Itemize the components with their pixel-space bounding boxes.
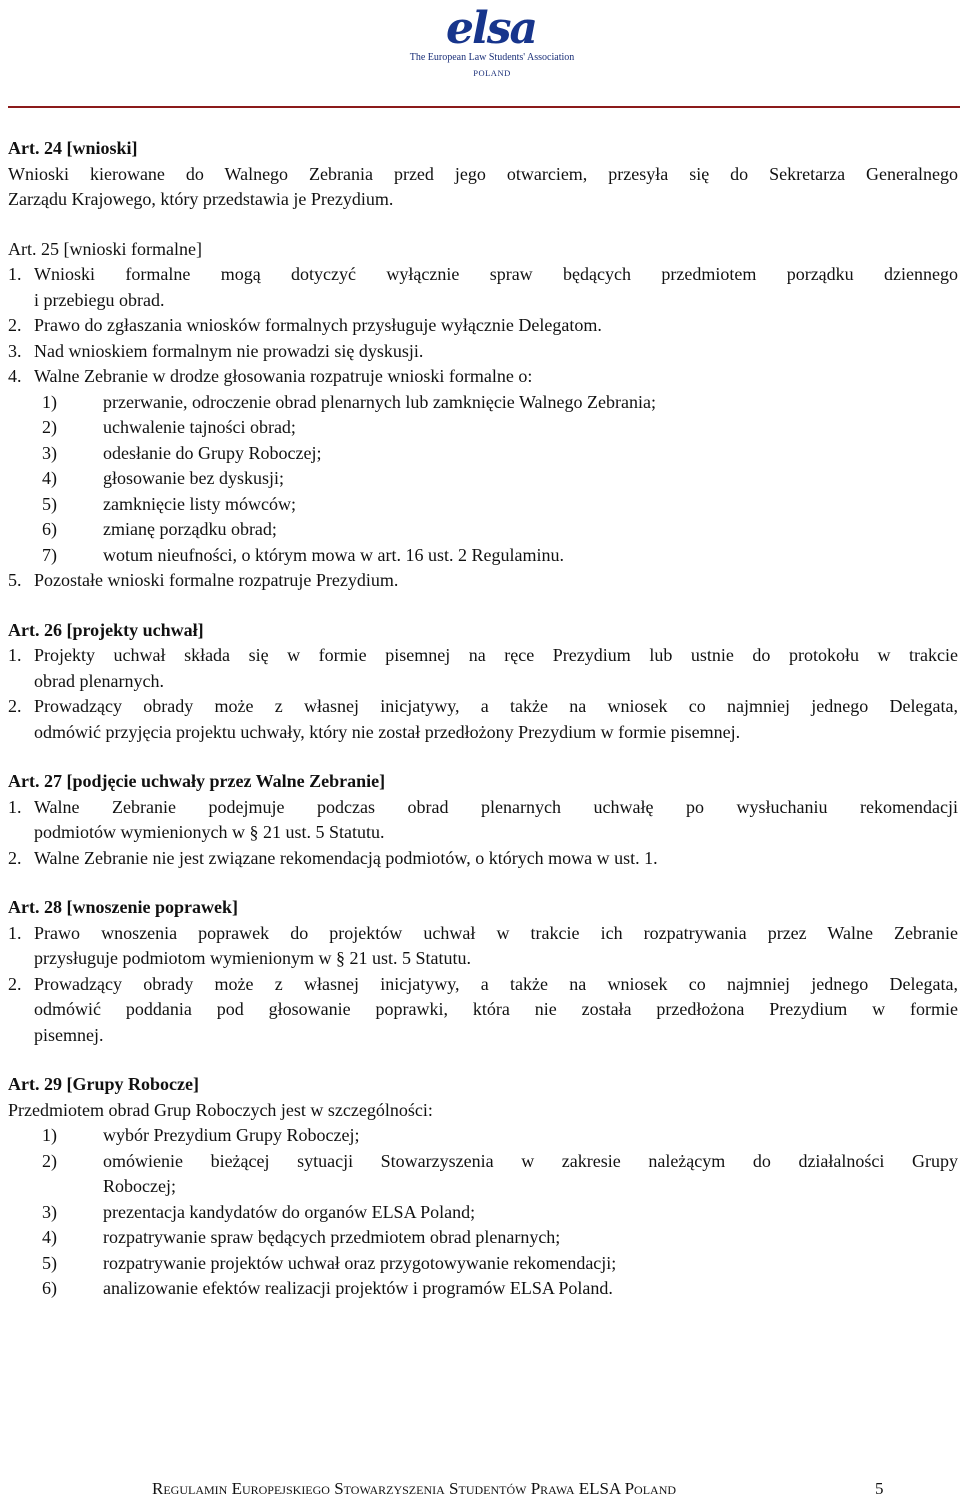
elsa-logo-wordmark: elsa (446, 3, 536, 54)
art25-p1-line2-wrap (8, 288, 958, 314)
list-number: 1) (42, 391, 57, 412)
list-item (8, 1225, 958, 1251)
paragraph-number: 3. (8, 340, 22, 361)
list-item-text: zamknięcie listy mówców; (103, 493, 296, 514)
art27-p1-line2-a: podmiotów wymienionych w (34, 822, 245, 842)
list-item-text: wotum nieufności, o którym mowa w art. 16 ust. 2 Regulaminu. (103, 544, 564, 565)
art25-paragraph-5 (8, 568, 958, 594)
elsa-logo-country: POLAND (473, 68, 511, 78)
list-item (8, 415, 958, 441)
art27-p2-text: Walne Zebranie nie jest związane rekomendacją podmiotów, o których mowa w ust. 1. (34, 847, 658, 868)
art25-p4-text: Walne Zebranie w drodze głosowania rozpatruje wnioski formalne o: (34, 366, 533, 386)
page-footer (152, 1478, 892, 1500)
list-item (8, 1149, 958, 1175)
art27-p1-line1: Walne Zebranie podejmuje podczas obrad plenarnych uchwałę po wysłuchaniu rekomendacji (34, 796, 958, 817)
list-number: 4) (42, 468, 57, 488)
art25-paragraph-2 (8, 313, 958, 339)
list-number: 2) (42, 1150, 57, 1171)
list-item (8, 466, 958, 492)
list-item (8, 1200, 958, 1226)
art26-p2-line1: Prowadzący obrady może z własnej inicjatywy, a także na wniosek co najmniej jednego Delegata, (34, 696, 958, 716)
paragraph-number: 2. (8, 847, 22, 868)
art28-p2-line2: odmówić poddania pod głosowanie poprawki, która nie została przedłożona Prezydium w formie (34, 999, 958, 1019)
art28-p1-line2-b: 21 ust. 5 Statutu. (349, 948, 471, 968)
list-number: 3) (42, 1201, 57, 1222)
list-item-text: Roboczej; (103, 1176, 176, 1196)
art25-paragraph-1 (8, 262, 958, 288)
list-number: 6) (42, 1278, 57, 1298)
list-number: 5) (42, 1252, 57, 1273)
section-sign: § (335, 948, 345, 968)
art26-p1-line2-wrap (8, 669, 958, 695)
art25-p5-text: Pozostałe wnioski formalne rozpatruje Prezydium. (34, 570, 399, 590)
list-item (8, 492, 958, 518)
list-number: 4) (42, 1227, 57, 1247)
list-item-text: uchwalenie tajności obrad; (103, 417, 296, 437)
header-logo (0, 0, 960, 108)
list-item-continuation (8, 1174, 958, 1200)
art25-heading: Art. 25 [wnioski formalne] (8, 238, 202, 259)
art28-p2-line3: pisemnej. (34, 1024, 104, 1045)
section-sign: § (249, 822, 259, 842)
paragraph-number: 1. (8, 922, 22, 943)
art26-p2-line2: odmówić przyjęcia projektu uchwały, który nie został przedłożony Prezydium w formie pisemnej. (34, 721, 741, 742)
art28-p1-line1: Prawo wnoszenia poprawek do projektów uchwał w trakcie ich rozpatrywania przez Walne Zebranie (34, 922, 958, 943)
art26-paragraph-1 (8, 643, 958, 669)
art28-p1-line2-wrap (8, 946, 958, 972)
list-number: 5) (42, 493, 57, 514)
list-item (8, 1276, 958, 1302)
list-number: 6) (42, 519, 57, 539)
header-divider (8, 106, 960, 108)
list-number: 7) (42, 544, 57, 565)
list-item (8, 1123, 958, 1149)
page-number: 5 (875, 1479, 884, 1498)
art25-paragraph-4 (8, 364, 958, 390)
paragraph-number: 1. (8, 796, 22, 817)
paragraph-number: 2. (8, 315, 22, 335)
art24-text-line2: Zarządu Krajowego, który przedstawia je Prezydium. (8, 189, 394, 209)
list-item-text: wybór Prezydium Grupy Roboczej; (103, 1125, 360, 1145)
art29-heading: Art. 29 [Grupy Robocze] (8, 1074, 199, 1094)
art26-paragraph-2 (8, 694, 958, 720)
art24-text-line1: Wnioski kierowane do Walnego Zebrania przed jego otwarciem, przesyła się do Sekretarza Generalnego (8, 163, 958, 184)
art27-p1-line2-b: 21 ust. 5 Statutu. (262, 822, 385, 842)
art28-p2-line3-wrap (8, 1023, 958, 1049)
list-item-text: omówienie bieżącej sytuacji Stowarzyszenia w zakresie należącym do działalności Grupy (103, 1150, 958, 1171)
art27-paragraph-1 (8, 795, 958, 821)
art25-p3-text: Nad wnioskiem formalnym nie prowadzi się dyskusji. (34, 340, 424, 361)
paragraph-number: 4. (8, 366, 22, 386)
document-body (8, 136, 958, 1302)
art26-p1-line1: Projekty uchwał składa się w formie pisemnej na ręce Prezydium lub ustnie do protokołu w trakcie (34, 645, 958, 665)
art25-p2-text: Prawo do zgłaszania wniosków formalnych przysługuje wyłącznie Delegatom. (34, 315, 602, 335)
list-number: 2) (42, 417, 57, 437)
paragraph-number: 5. (8, 570, 22, 590)
list-item (8, 390, 958, 416)
art28-paragraph-2 (8, 972, 958, 998)
art28-p2-line1: Prowadzący obrady może z własnej inicjatywy, a także na wniosek co najmniej jednego Delegata, (34, 973, 958, 994)
art26-p1-line2: obrad plenarnych. (34, 670, 164, 691)
paragraph-number: 2. (8, 973, 22, 994)
elsa-logo-subtitle: The European Law Students' Association (409, 52, 575, 63)
list-item-text: przerwanie, odroczenie obrad plenarnych lub zamknięcie Walnego Zebrania; (103, 391, 656, 412)
art26-heading: Art. 26 [projekty uchwał] (8, 619, 204, 640)
art25-p1-line1: Wnioski formalne mogą dotyczyć wyłącznie spraw będących przedmiotem porządku dziennego (34, 264, 958, 284)
art24-heading: Art. 24 [wnioski] (8, 138, 138, 158)
art28-paragraph-1 (8, 921, 958, 947)
art25-p1-line2: i przebiegu obrad. (34, 289, 165, 310)
list-item-text: odesłanie do Grupy Roboczej; (103, 442, 322, 463)
art28-p1-line2-a: przysługuje podmiotom wymienionym w (34, 948, 332, 968)
list-item-text: rozpatrywanie spraw będących przedmiotem obrad plenarnych; (103, 1227, 561, 1247)
paragraph-number: 1. (8, 264, 22, 284)
list-number: 3) (42, 442, 57, 463)
list-number: 1) (42, 1125, 57, 1145)
list-item (8, 1251, 958, 1277)
art28-p2-line2-wrap (8, 997, 958, 1023)
list-item-text: analizowanie efektów realizacji projektów i programów ELSA Poland. (103, 1278, 613, 1298)
paragraph-number: 1. (8, 645, 22, 665)
art29-intro: Przedmiotem obrad Grup Roboczych jest w szczególności: (8, 1099, 433, 1120)
art27-paragraph-2 (8, 846, 958, 872)
list-item (8, 543, 958, 569)
list-item-text: głosowanie bez dyskusji; (103, 468, 284, 488)
list-item-text: prezentacja kandydatów do organów ELSA Poland; (103, 1201, 476, 1222)
list-item (8, 517, 958, 543)
list-item (8, 441, 958, 467)
art27-heading: Art. 27 [podjęcie uchwały przez Walne Zebranie] (8, 771, 386, 791)
art27-p1-line2-wrap (8, 820, 958, 846)
art26-p2-line2-wrap (8, 720, 958, 746)
art28-heading: Art. 28 [wnoszenie poprawek] (8, 897, 238, 917)
list-item-text: zmianę porządku obrad; (103, 519, 277, 539)
footer-title: Regulamin Europejskiego Stowarzyszenia Studentów Prawa ELSA Poland (152, 1479, 677, 1498)
list-item-text: rozpatrywanie projektów uchwał oraz przygotowywanie rekomendacji; (103, 1252, 617, 1273)
art25-paragraph-3 (8, 339, 958, 365)
paragraph-number: 2. (8, 696, 22, 716)
